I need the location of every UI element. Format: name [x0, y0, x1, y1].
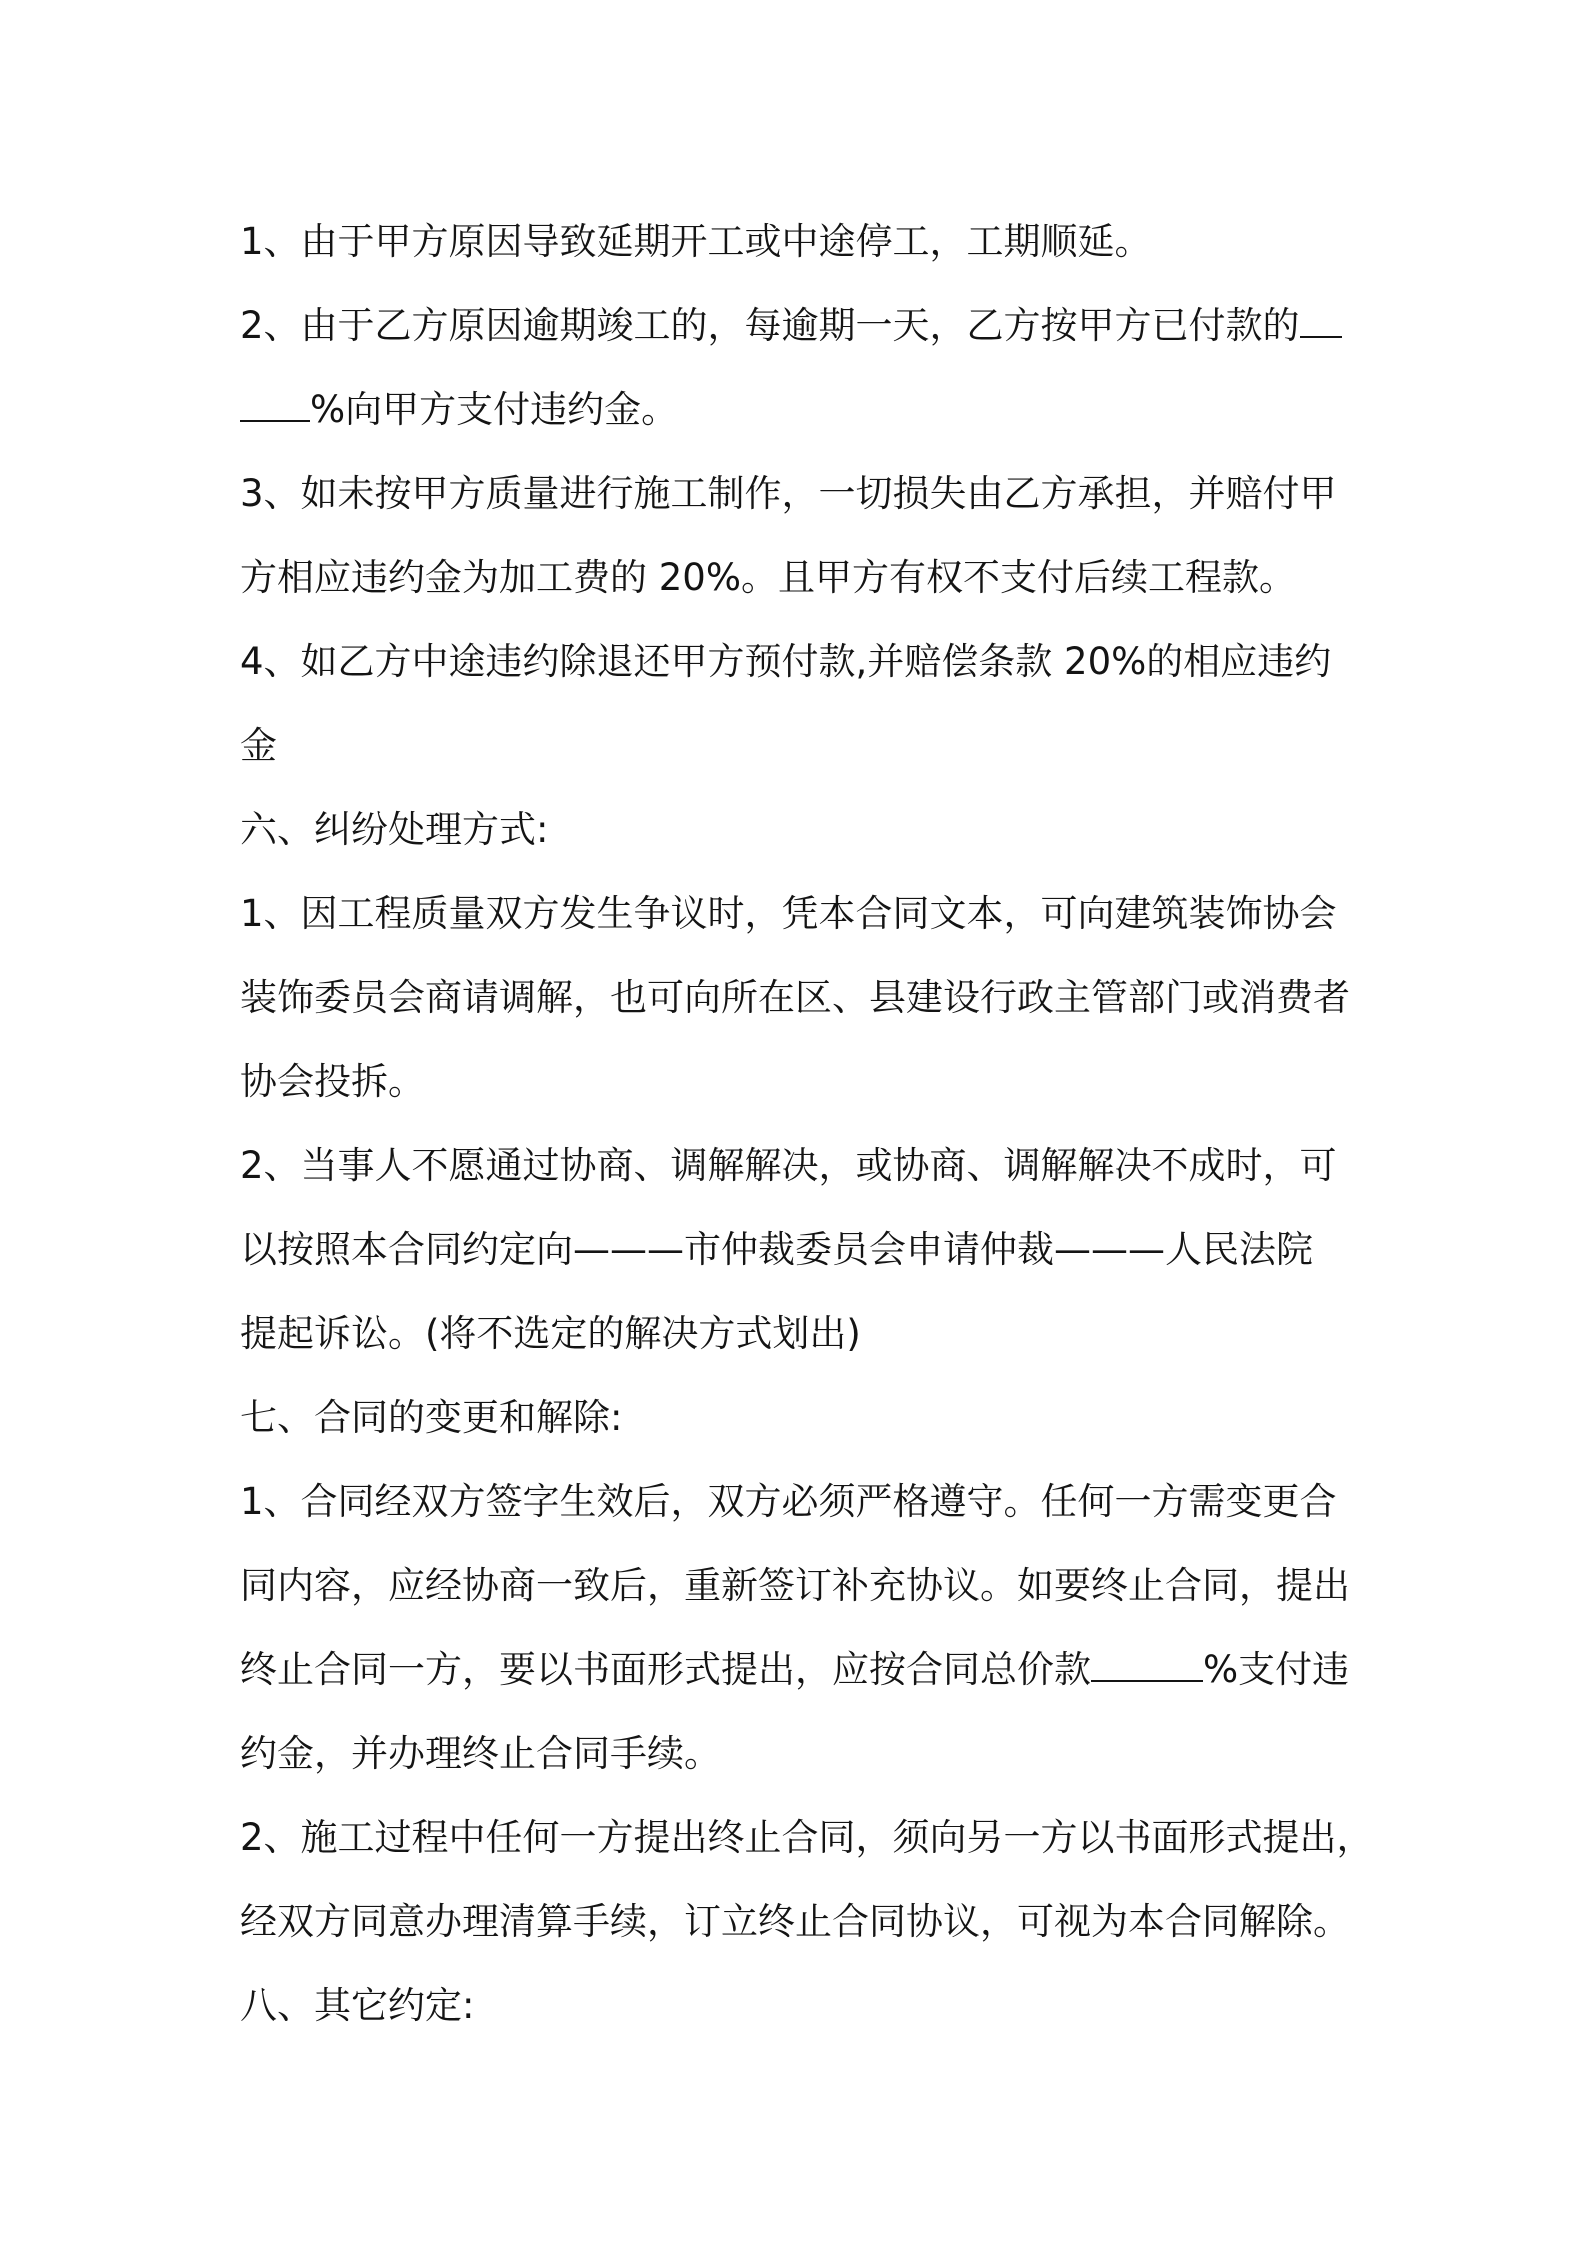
paragraph-line: 金: [240, 724, 277, 767]
section-heading: 七、合同的变更和解除:: [240, 1396, 623, 1439]
paragraph-line: %向甲方支付违约金。: [240, 368, 1370, 452]
fill-in-blank: [1300, 306, 1342, 338]
fill-in-blank: [240, 390, 310, 422]
paragraph-line: 3、如未按甲方质量进行施工制作，一切损失由乙方承担，并赔付甲: [240, 472, 1337, 515]
paragraph-line: 2、当事人不愿通过协商、调解解决，或协商、调解解决不成时，可: [240, 1144, 1337, 1187]
paragraph-line: 装饰委员会商请调解，也可向所在区、县建设行政主管部门或消费者: [240, 976, 1350, 1019]
section-heading: 六、纠纷处理方式:: [240, 808, 549, 851]
paragraph-line: 终止合同一方，要以书面形式提出，应按合同总价款 %支付违: [240, 1648, 1350, 1691]
document-body: [240, 200, 1374, 2048]
section-heading: 八、其它约定:: [240, 1984, 475, 2027]
paragraph-line: 2、由于乙方原因逾期竣工的，每逾期一天，乙方按甲方已付款的: [240, 284, 1370, 368]
paragraph-line: 同内容，应经协商一致后，重新签订补充协议。如要终止合同，提出: [240, 1564, 1350, 1607]
paragraph-line: 经双方同意办理清算手续，订立终止合同协议，可视为本合同解除。: [240, 1900, 1350, 1943]
paragraph-line: 4、如乙方中途违约除退还甲方预付款,并赔偿条款 20%的相应违约: [240, 640, 1332, 683]
paragraph-line: 1、合同经双方签字生效后，双方必须严格遵守。任何一方需变更合: [240, 1480, 1337, 1523]
paragraph-line: 以按照本合同约定向———市仲裁委员会申请仲裁———人民法院: [240, 1228, 1313, 1271]
fill-in-blank: [1091, 1650, 1203, 1682]
paragraph-line: 提起诉讼。(将不选定的解决方式划出): [240, 1312, 861, 1355]
paragraph-line: 协会投拆。: [240, 1060, 425, 1103]
paragraph-line: 1、由于甲方原因导致延期开工或中途停工，工期顺延。: [240, 220, 1152, 263]
paragraph-line: 约金，并办理终止合同手续。: [240, 1732, 721, 1775]
paragraph-line: 方相应违约金为加工费的 20%。且甲方有权不支付后续工程款。: [240, 556, 1296, 599]
paragraph-line: 1、因工程质量双方发生争议时，凭本合同文本，可向建筑装饰协会: [240, 892, 1337, 935]
paragraph-line: 2、施工过程中任何一方提出终止合同，须向另一方以书面形式提出，: [240, 1816, 1374, 1859]
